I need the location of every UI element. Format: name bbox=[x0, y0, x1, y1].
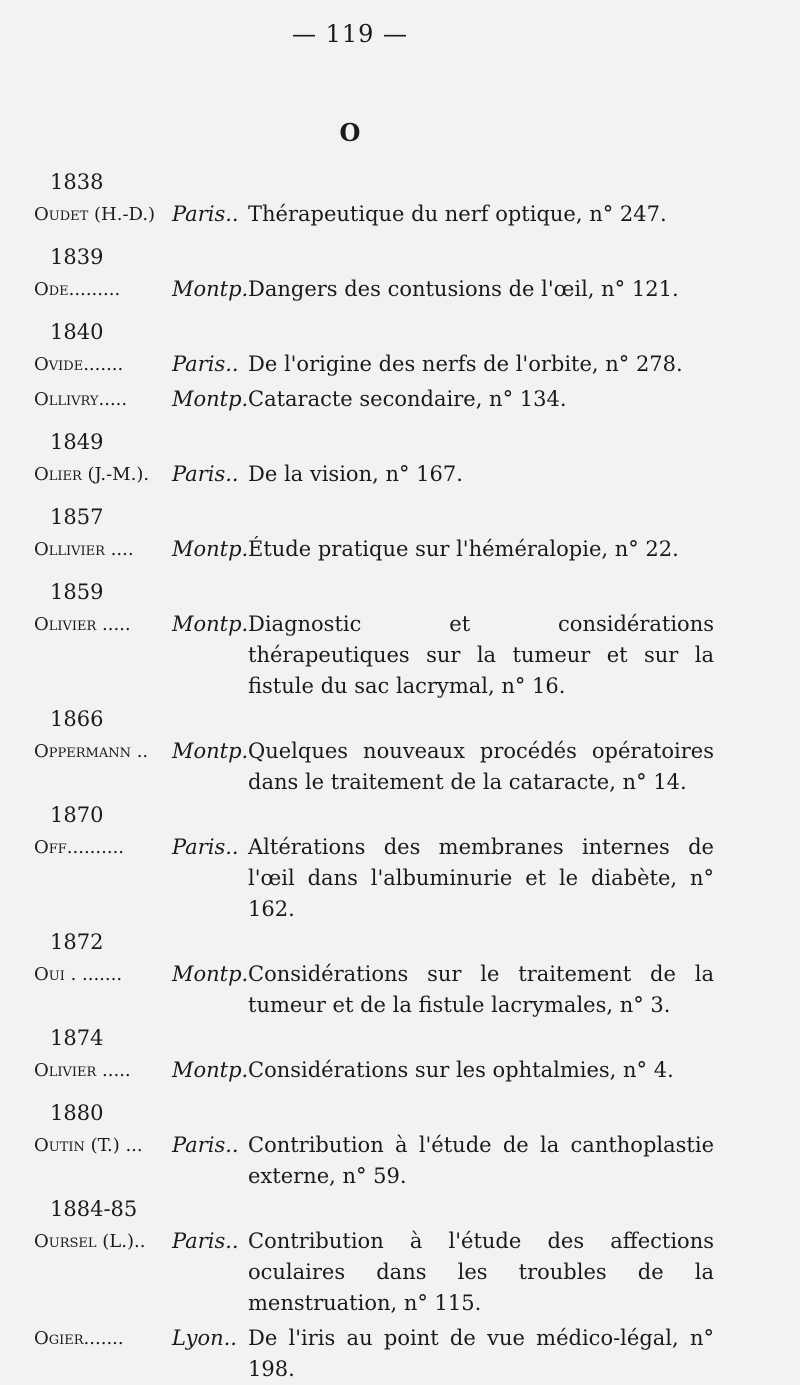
entry-row bbox=[34, 349, 714, 380]
entry-title: Dangers des contusions de l'œil, n° 121. bbox=[248, 277, 679, 301]
entry-city: Montp. bbox=[172, 537, 249, 561]
year-heading: 1859 bbox=[50, 580, 104, 604]
entry-city: Montp. bbox=[172, 277, 249, 301]
entry-row bbox=[34, 1323, 714, 1385]
entry-title: Considérations sur les ophtalmies, n° 4. bbox=[248, 1058, 674, 1082]
entry-city: Montp. bbox=[172, 962, 249, 986]
entry-row bbox=[34, 1130, 714, 1192]
year-heading: 1884-85 bbox=[50, 1197, 138, 1221]
year-heading: 1872 bbox=[50, 930, 104, 954]
year-heading: 1866 bbox=[50, 707, 104, 731]
entry-author: Olier (J.-M.). bbox=[34, 464, 150, 485]
entry-row bbox=[34, 534, 714, 565]
year-heading: 1874 bbox=[50, 1026, 104, 1050]
entry-city: Paris.. bbox=[172, 1229, 239, 1253]
entry-row bbox=[34, 832, 714, 925]
entry-title: Considérations sur le traitement de la tumeur et de la fistule lacrymales, n° 3. bbox=[248, 962, 714, 1017]
entry-title: Quelques nouveaux procédés opératoires dans le traitement de la cataracte, n° 14. bbox=[248, 739, 714, 794]
year-heading: 1849 bbox=[50, 430, 104, 454]
entry-row bbox=[34, 736, 714, 798]
entry-title: De l'iris au point de vue médico-légal, n° 198. bbox=[248, 1326, 714, 1381]
year-heading: 1857 bbox=[50, 505, 104, 529]
entry-author: Olivier ..... bbox=[34, 1060, 131, 1081]
entry-author: Ollivry..... bbox=[34, 389, 128, 410]
entry-row bbox=[34, 609, 714, 702]
entry-city: Montp. bbox=[172, 739, 249, 763]
entry-author: Ovide....... bbox=[34, 354, 124, 375]
entry-title: De la vision, n° 167. bbox=[248, 462, 463, 486]
year-heading: 1880 bbox=[50, 1101, 104, 1125]
entry-title: Cataracte secondaire, n° 134. bbox=[248, 387, 567, 411]
year-heading: 1838 bbox=[50, 170, 104, 194]
entry-city: Montp. bbox=[172, 1058, 249, 1082]
entry-row bbox=[34, 459, 714, 490]
year-heading: 1839 bbox=[50, 245, 104, 269]
year-heading: 1870 bbox=[50, 803, 104, 827]
entry-row bbox=[34, 199, 714, 230]
entry-city: Lyon.. bbox=[172, 1326, 237, 1350]
entry-title: Altérations des membranes internes de l'œil dans l'albuminurie et le diabète, n° 162. bbox=[248, 835, 714, 921]
entry-city: Paris.. bbox=[172, 202, 239, 226]
entry-author: Oursel (L.).. bbox=[34, 1231, 146, 1252]
entry-title: Étude pratique sur l'héméralopie, n° 22. bbox=[248, 537, 679, 561]
entry-title: Contribution à l'étude des affections oculaires dans les troubles de la menstruation, n° 115. bbox=[248, 1229, 714, 1315]
entry-title: Diagnostic et considérations thérapeutiques sur la tumeur et sur la fistule du sac lacrymal, n° 16. bbox=[248, 612, 714, 698]
entry-author: Oppermann .. bbox=[34, 741, 149, 762]
entry-author: Olivier ..... bbox=[34, 614, 131, 635]
entry-author: Outin (T.) ... bbox=[34, 1135, 143, 1156]
entry-author: Off.......... bbox=[34, 837, 125, 858]
entry-city: Montp. bbox=[172, 387, 249, 411]
entry-city: Montp. bbox=[172, 612, 249, 636]
entry-row bbox=[34, 384, 714, 415]
entry-author: Ogier....... bbox=[34, 1328, 124, 1349]
entry-row bbox=[34, 1055, 714, 1086]
section-letter: O bbox=[339, 118, 361, 147]
entry-author: Oudet (H.-D.) bbox=[34, 204, 156, 225]
entry-author: Ode......... bbox=[34, 279, 121, 300]
entry-city: Paris.. bbox=[172, 835, 239, 859]
entry-author: Oui . ....... bbox=[34, 964, 123, 985]
entry-city: Paris.. bbox=[172, 352, 239, 376]
page-number: — 119 — bbox=[291, 20, 409, 48]
entry-row bbox=[34, 274, 714, 305]
entry-row bbox=[34, 1226, 714, 1319]
entry-city: Paris.. bbox=[172, 462, 239, 486]
entry-list bbox=[34, 165, 714, 1385]
entry-title: Thérapeutique du nerf optique, n° 247. bbox=[248, 202, 667, 226]
year-heading: 1840 bbox=[50, 320, 104, 344]
entry-author: Ollivier .... bbox=[34, 539, 134, 560]
entry-title: De l'origine des nerfs de l'orbite, n° 278. bbox=[248, 352, 683, 376]
entry-title: Contribution à l'étude de la canthoplastie externe, n° 59. bbox=[248, 1133, 714, 1188]
entry-row bbox=[34, 959, 714, 1021]
entry-city: Paris.. bbox=[172, 1133, 239, 1157]
